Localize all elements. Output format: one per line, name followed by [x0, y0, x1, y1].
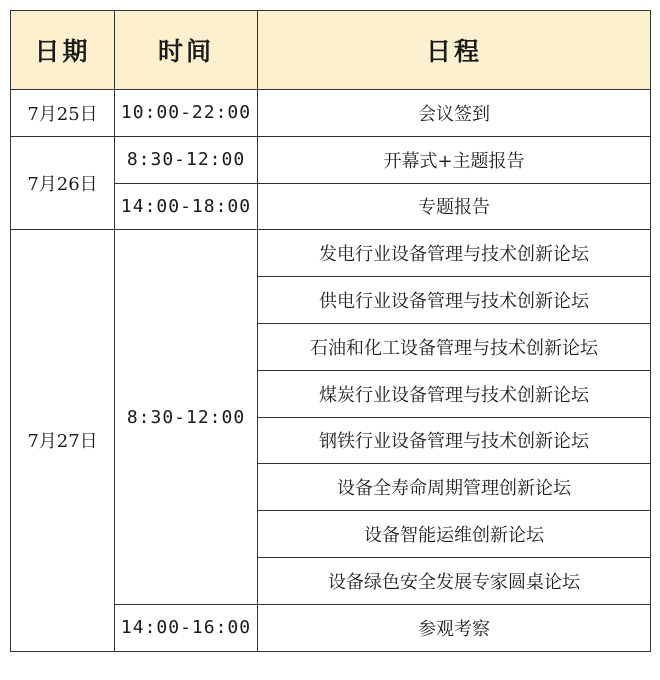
time-cell: 14:00-16:00 — [115, 604, 258, 651]
agenda-item: 参观考察 — [258, 604, 651, 651]
agenda-item: 设备智能运维创新论坛 — [258, 511, 651, 558]
agenda-item: 供电行业设备管理与技术创新论坛 — [258, 277, 651, 324]
time-cell: 8:30-12:00 — [115, 136, 258, 183]
table-row — [11, 90, 651, 137]
header-time: 时间 — [115, 11, 258, 90]
date-cell: 7月25日 — [11, 90, 115, 137]
agenda-item: 专题报告 — [258, 183, 651, 230]
agenda-item: 煤炭行业设备管理与技术创新论坛 — [258, 370, 651, 417]
agenda-item: 钢铁行业设备管理与技术创新论坛 — [258, 417, 651, 464]
agenda-item: 设备绿色安全发展专家圆桌论坛 — [258, 557, 651, 604]
table-row — [11, 230, 651, 277]
agenda-item: 开幕式+主题报告 — [258, 136, 651, 183]
agenda-item: 石油和化工设备管理与技术创新论坛 — [258, 323, 651, 370]
header-schedule: 日程 — [258, 11, 651, 90]
date-cell: 7月26日 — [11, 136, 115, 230]
agenda-item: 设备全寿命周期管理创新论坛 — [258, 464, 651, 511]
time-cell: 10:00-22:00 — [115, 90, 258, 137]
schedule-table — [10, 10, 651, 652]
agenda-item: 会议签到 — [258, 90, 651, 137]
header-row — [11, 11, 651, 90]
time-cell: 14:00-18:00 — [115, 183, 258, 230]
agenda-item: 发电行业设备管理与技术创新论坛 — [258, 230, 651, 277]
table-body — [11, 90, 651, 652]
table-header — [11, 11, 651, 90]
date-cell: 7月27日 — [11, 230, 115, 651]
table-row — [11, 136, 651, 183]
header-date: 日期 — [11, 11, 115, 90]
time-cell: 8:30-12:00 — [115, 230, 258, 604]
